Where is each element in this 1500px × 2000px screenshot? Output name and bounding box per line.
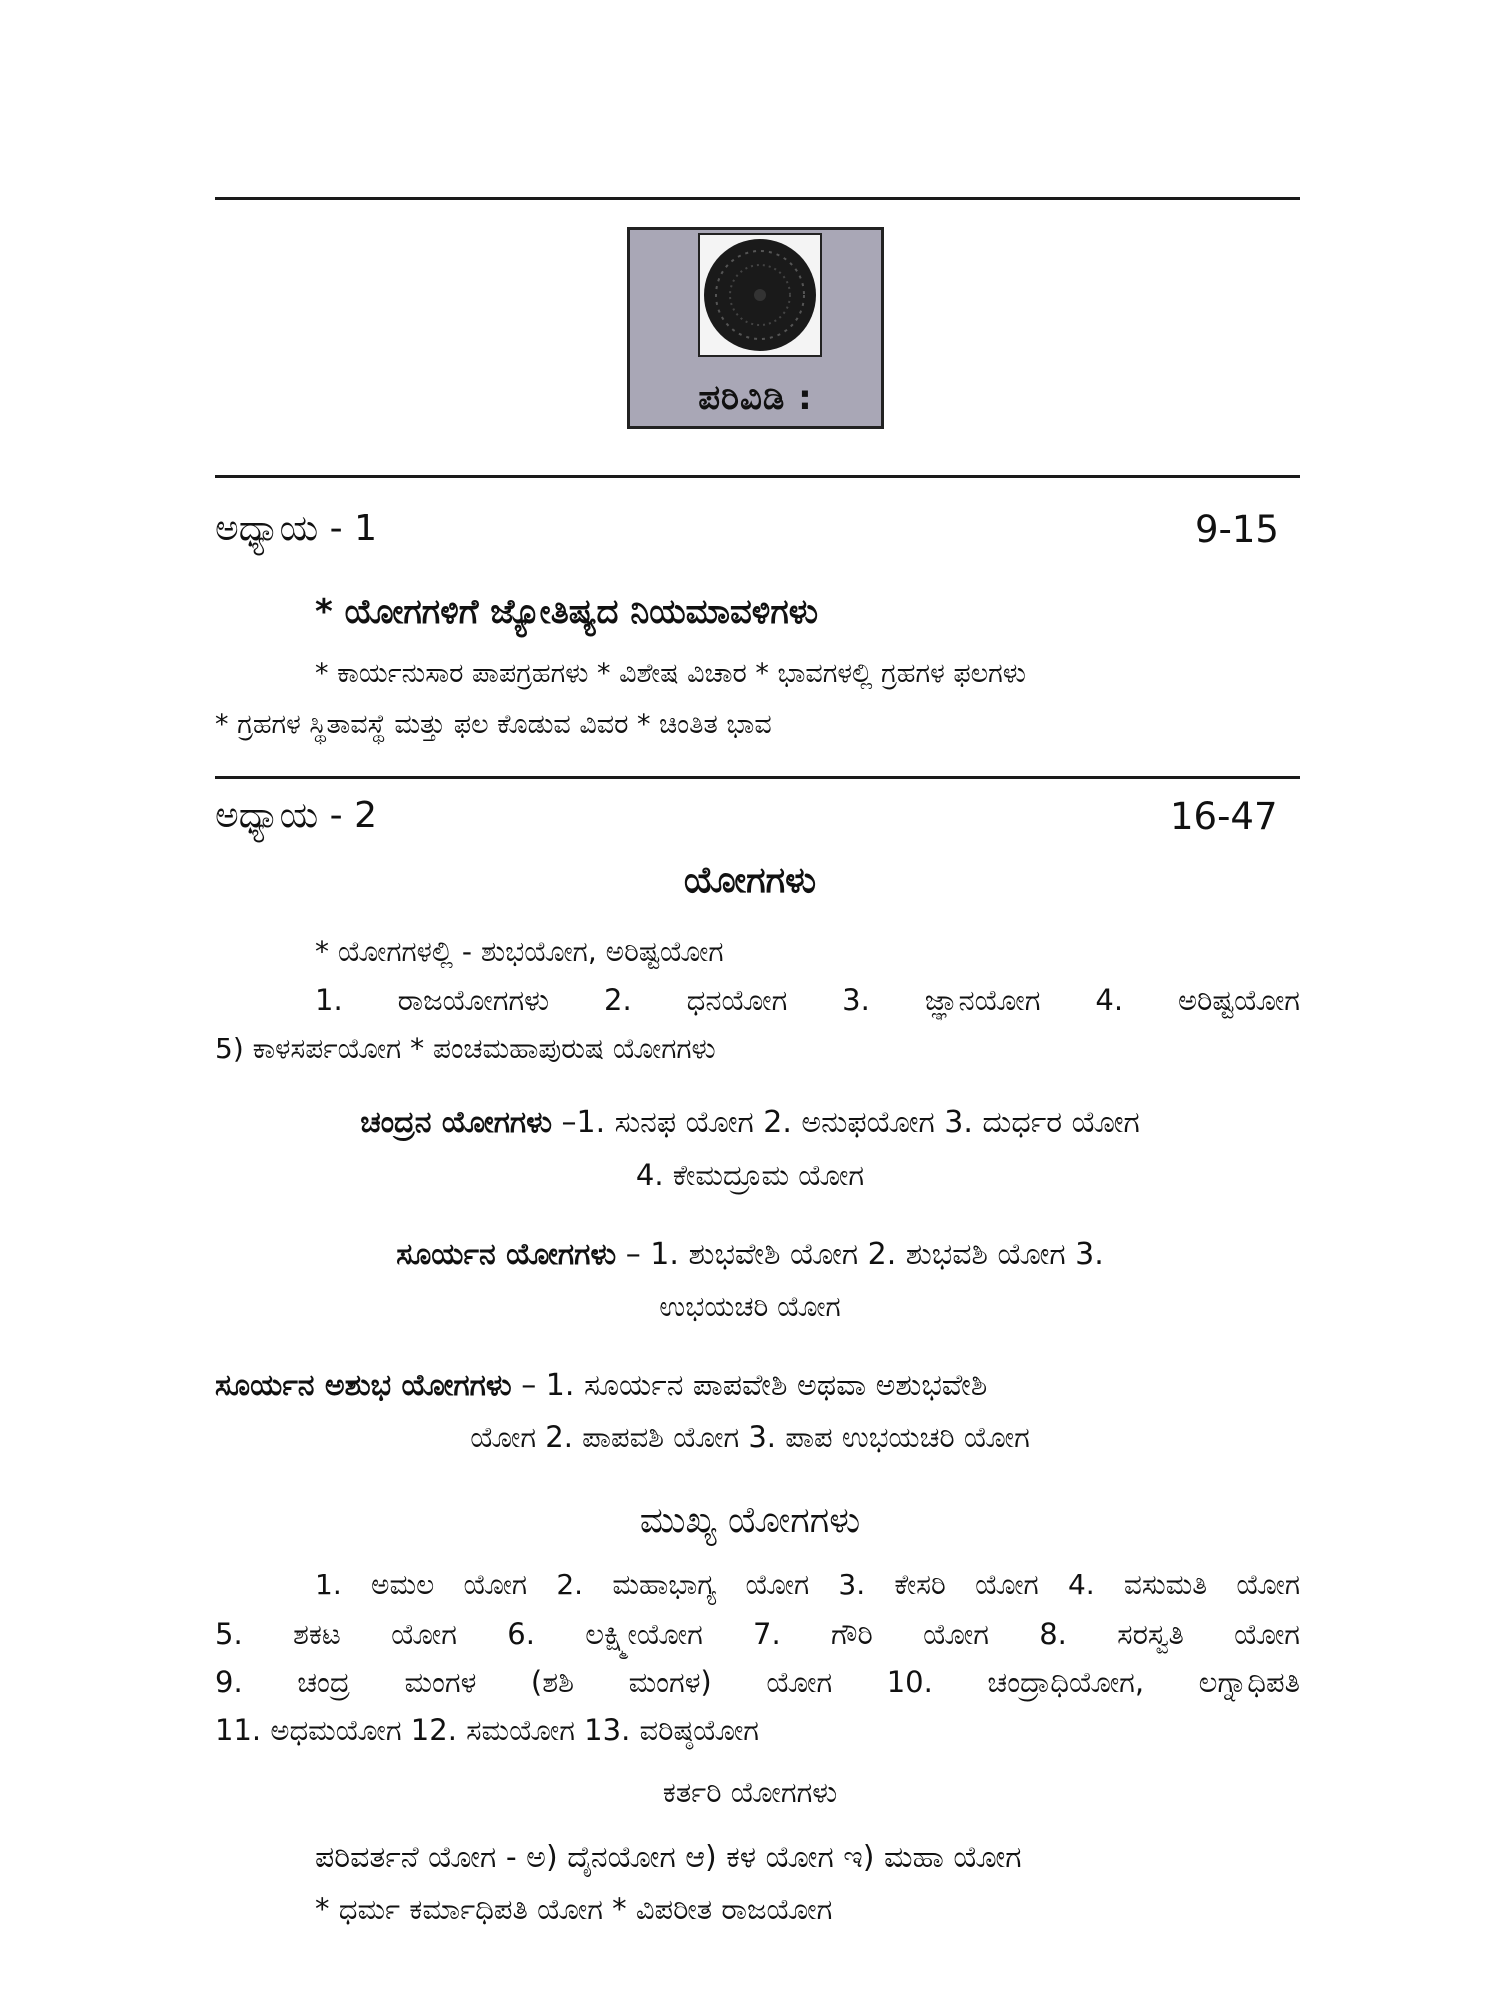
chapter-2-page-range: 16-47	[1170, 795, 1278, 838]
parivartane-yoga-line: ಪರಿವರ್ತನೆ ಯೋಗ - ಅ) ದೈನಯೋಗ ಆ) ಕಳ ಯೋಗ ಇ) ಮಹಾ ಯೋಗ	[315, 1840, 1022, 1875]
moon-yogas-line-2: 4. ಕೇಮದ್ರೂಮ ಯೋಗ	[635, 1158, 865, 1192]
chapter-2-last-line: * ಧರ್ಮ ಕರ್ಮಾಧಿಪತಿ ಯೋಗ * ವಿಪರೀತ ರಾಜಯೋಗ	[315, 1892, 833, 1926]
chapter-1-page-range: 9-15	[1195, 508, 1279, 551]
emblem-title: ಪರಿವಿಡಿ :	[698, 378, 813, 418]
main-yogas-heading: ಮುಖ್ಯ ಯೋಗಗಳು	[639, 1500, 861, 1541]
sun-bad-yogas-items: – 1. ಸೂರ್ಯನ ಪಾಪವೇಶಿ ಅಥವಾ ಅಶುಭವೇಶಿ	[511, 1368, 988, 1403]
top-rule	[215, 197, 1300, 200]
sun-yogas-heading: ಸೂರ್ಯನ ಯೋಗಗಳು	[396, 1237, 617, 1272]
moon-yogas-items: –1. ಸುನಫ ಯೋಗ 2. ಅನುಫಯೋಗ 3. ದುರ್ಧರ ಯೋಗ	[551, 1105, 1140, 1140]
emblem-frame	[698, 233, 822, 357]
header-bottom-rule	[215, 475, 1300, 478]
chapter-2-intro: * ಯೋಗಗಳಲ್ಲಿ - ಶುಭಯೋಗ, ಅರಿಷ್ಟಯೋಗ	[315, 935, 724, 968]
main-yogas-line-1: 1. ಅಮಲ ಯೋಗ 2. ಮಹಾಭಾಗ್ಯ ಯೋಗ 3. ಕೇಸರಿ ಯೋಗ 4. ವಸುಮತಿ ಯೋಗ	[315, 1568, 1300, 1601]
moon-yogas-heading: ಚಂದ್ರನ ಯೋಗಗಳು	[360, 1105, 552, 1140]
contents-emblem	[627, 227, 884, 429]
moon-yogas-line-1	[0, 1105, 1500, 1140]
main-yogas-line-4: 11. ಅಧಮಯೋಗ 12. ಸಮಯೋಗ 13. ವರಿಷ್ಠಯೋಗ	[215, 1713, 759, 1747]
sun-bad-yogas-heading: ಸೂರ್ಯನ ಅಶುಭ ಯೋಗಗಳು	[215, 1368, 512, 1403]
chapter-2-label: ಅಧ್ಯಾಯ - 2	[215, 795, 377, 836]
sun-bad-yogas-line-1	[215, 1368, 987, 1403]
chapter-1-heading: * ಯೋಗಗಳಿಗೆ ಜ್ಯೋತಿಷ್ಯದ ನಿಯಮಾವಳಿಗಳು	[315, 592, 819, 632]
sun-yogas-line-1	[0, 1237, 1500, 1272]
kartari-yogas-heading: ಕರ್ತರಿ ಯೋಗಗಳು	[662, 1775, 838, 1809]
chapter-divider-rule	[215, 776, 1300, 779]
sun-bad-yogas-line-2: ಯೋಗ 2. ಪಾಪವಶಿ ಯೋಗ 3. ಪಾಪ ಉಭಯಚರಿ ಯೋಗ	[470, 1420, 1030, 1454]
chapter-1-topics-line-1: * ಕಾರ್ಯನುಸಾರ ಪಾಪಗ್ರಹಗಳು * ವಿಶೇಷ ವಿಚಾರ * ಭಾವಗಳಲ್ಲಿ ಗ್ರಹಗಳ ಫಲಗಳು	[315, 658, 1026, 689]
main-yogas-line-3: 9. ಚಂದ್ರ ಮಂಗಳ (ಶಶಿ ಮಂಗಳ) ಯೋಗ 10. ಚಂದ್ರಾಧಿಯೋಗ, ಲಗ್ನಾಧಿಪತಿ	[215, 1665, 1300, 1699]
chapter-1-label: ಅಧ್ಯಾಯ - 1	[215, 508, 377, 549]
chapter-2-list-line-1: 1. ರಾಜಯೋಗಗಳು 2. ಧನಯೋಗ 3. ಜ್ಞಾನಯೋಗ 4. ಅರಿಷ್ಟಯೋಗ	[315, 983, 1300, 1017]
sun-yogas-line-2: ಉಭಯಚರಿ ಯೋಗ	[659, 1290, 841, 1323]
chapter-1-topics-line-2: * ಗ್ರಹಗಳ ಸ್ಥಿತಾವಸ್ಥೆ ಮತ್ತು ಫಲ ಕೊಡುವ ವಿವರ * ಚಿಂತಿತ ಭಾವ	[215, 709, 772, 740]
sun-yogas-items: – 1. ಶುಭವೇಶಿ ಯೋಗ 2. ಶುಭವಶಿ ಯೋಗ 3.	[616, 1237, 1104, 1272]
chapter-2-title: ಯೋಗಗಳು	[683, 860, 817, 901]
main-yogas-line-2: 5. ಶಕಟ ಯೋಗ 6. ಲಕ್ಷ್ಮೀಯೋಗ 7. ಗೌರಿ ಯೋಗ 8. ಸರಸ್ವತಿ ಯೋಗ	[215, 1617, 1300, 1651]
chapter-2-list-line-2: 5) ಕಾಳಸರ್ಪಯೋಗ * ಪಂಚಮಹಾಪುರುಷ ಯೋಗಗಳು	[215, 1032, 716, 1065]
wheel-icon	[700, 235, 820, 355]
